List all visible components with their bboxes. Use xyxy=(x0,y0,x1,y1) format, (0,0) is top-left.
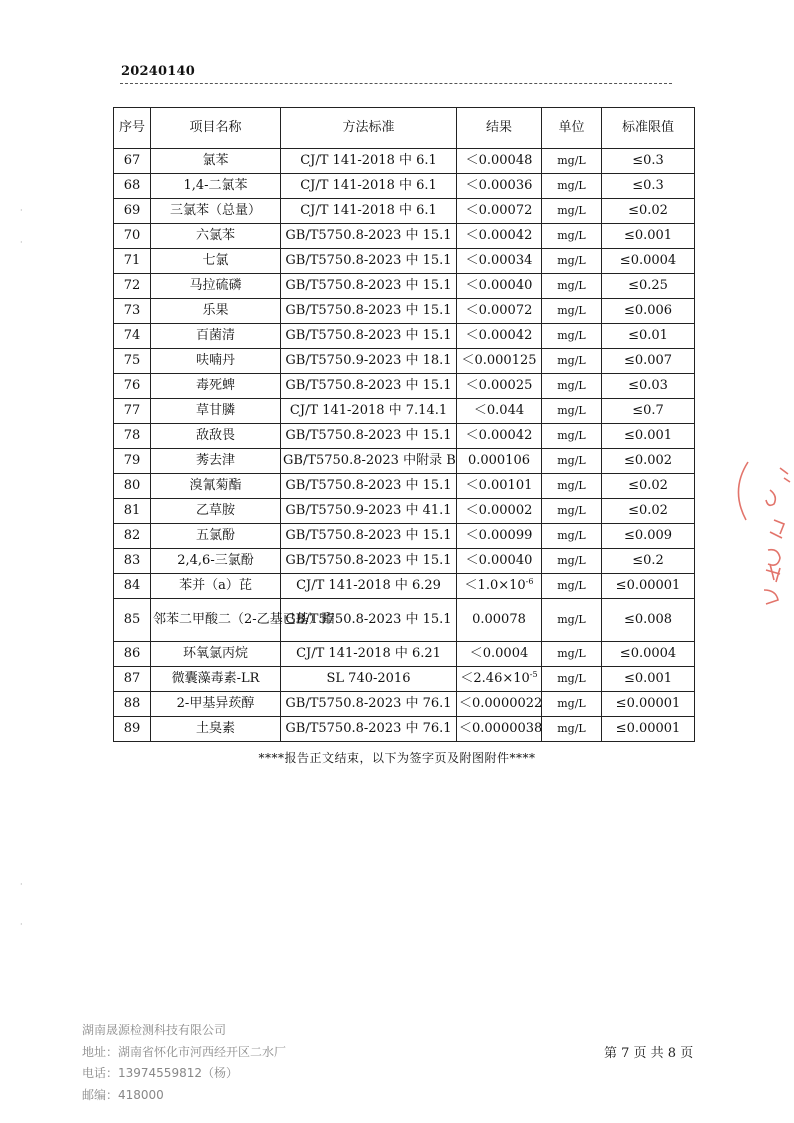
cell-seq: 84 xyxy=(114,574,151,599)
cell-seq: 74 xyxy=(114,324,151,349)
cell-seq: 88 xyxy=(114,692,151,717)
header-unit: 单位 xyxy=(542,108,602,149)
cell-unit: mg/L xyxy=(542,499,602,524)
cell-limit: ≤0.0004 xyxy=(602,642,695,667)
table-row xyxy=(114,374,695,399)
cell-item-name: 五氯酚 xyxy=(151,524,281,549)
cell-result: ＜0.00042 xyxy=(457,324,542,349)
cell-method: CJ/T 141-2018 中 6.29 xyxy=(281,574,457,599)
cell-item-name: 莠去津 xyxy=(151,449,281,474)
company-postcode: 邮编：418000 xyxy=(82,1087,164,1102)
cell-seq: 77 xyxy=(114,399,151,424)
cell-item-name: 呋喃丹 xyxy=(151,349,281,374)
margin-mark: · xyxy=(20,920,23,929)
cell-method: CJ/T 141-2018 中 7.14.1 xyxy=(281,399,457,424)
cell-method: GB/T5750.8-2023 中 15.1 xyxy=(281,599,457,642)
cell-result: ＜0.0000022 xyxy=(457,692,542,717)
company-phone: 电话：13974559812（杨） xyxy=(82,1066,238,1080)
table-row xyxy=(114,449,695,474)
cell-method: GB/T5750.8-2023 中 15.1 xyxy=(281,374,457,399)
cell-result: ＜0.00042 xyxy=(457,424,542,449)
cell-unit: mg/L xyxy=(542,174,602,199)
cell-result: ＜0.00040 xyxy=(457,274,542,299)
table-row xyxy=(114,642,695,667)
table-row xyxy=(114,599,695,642)
cell-seq: 86 xyxy=(114,642,151,667)
cell-unit: mg/L xyxy=(542,667,602,692)
cell-result: ＜0.00025 xyxy=(457,374,542,399)
table-row xyxy=(114,692,695,717)
table-row xyxy=(114,174,695,199)
cell-seq: 85 xyxy=(114,599,151,642)
cell-method: GB/T5750.8-2023 中 15.1 xyxy=(281,299,457,324)
cell-limit: ≤0.02 xyxy=(602,199,695,224)
company-address: 地址：湖南省怀化市河西经开区二水厂 xyxy=(82,1044,287,1059)
table-row xyxy=(114,424,695,449)
cell-unit: mg/L xyxy=(542,424,602,449)
cell-unit: mg/L xyxy=(542,349,602,374)
cell-unit: mg/L xyxy=(542,692,602,717)
cell-item-name: 微囊藻毒素-LR xyxy=(151,667,281,692)
cell-item-name: 1,4-二氯苯 xyxy=(151,174,281,199)
cell-limit: ≤0.001 xyxy=(602,224,695,249)
cell-unit: mg/L xyxy=(542,299,602,324)
cell-item-name: 土臭素 xyxy=(151,717,281,742)
cell-method: GB/T5750.8-2023 中 76.1 xyxy=(281,692,457,717)
table-row xyxy=(114,667,695,692)
cell-method: GB/T5750.8-2023 中 76.1 xyxy=(281,717,457,742)
cell-seq: 67 xyxy=(114,149,151,174)
cell-seq: 75 xyxy=(114,349,151,374)
cell-method: GB/T5750.8-2023 中 15.1 xyxy=(281,474,457,499)
cell-limit: ≤0.00001 xyxy=(602,574,695,599)
cell-seq: 89 xyxy=(114,717,151,742)
cell-unit: mg/L xyxy=(542,717,602,742)
cell-limit: ≤0.002 xyxy=(602,449,695,474)
cell-seq: 79 xyxy=(114,449,151,474)
cell-seq: 78 xyxy=(114,424,151,449)
cell-seq: 71 xyxy=(114,249,151,274)
cell-unit: mg/L xyxy=(542,149,602,174)
cell-unit: mg/L xyxy=(542,324,602,349)
margin-mark: · xyxy=(20,880,23,889)
table-row xyxy=(114,524,695,549)
report-number: 20240140 xyxy=(121,64,195,79)
cell-limit: ≤0.0004 xyxy=(602,249,695,274)
cell-limit: ≤0.006 xyxy=(602,299,695,324)
table-row xyxy=(114,499,695,524)
cell-method: CJ/T 141-2018 中 6.1 xyxy=(281,199,457,224)
cell-item-name: 六氯苯 xyxy=(151,224,281,249)
cell-item-name: 溴氰菊酯 xyxy=(151,474,281,499)
cell-limit: ≤0.001 xyxy=(602,667,695,692)
table-row xyxy=(114,549,695,574)
cell-result: ＜0.00036 xyxy=(457,174,542,199)
cell-result: ＜0.00042 xyxy=(457,224,542,249)
header-divider xyxy=(120,83,672,84)
cell-item-name: 氯苯 xyxy=(151,149,281,174)
cell-unit: mg/L xyxy=(542,449,602,474)
table-row xyxy=(114,299,695,324)
cell-result xyxy=(457,574,542,599)
cell-result: ＜0.00040 xyxy=(457,549,542,574)
result-value: ＜1.0×10 xyxy=(464,578,526,593)
cell-limit: ≤0.25 xyxy=(602,274,695,299)
header-limit: 标准限值 xyxy=(602,108,695,149)
table-row xyxy=(114,274,695,299)
cell-unit: mg/L xyxy=(542,524,602,549)
cell-result: ＜0.00002 xyxy=(457,499,542,524)
cell-item-name: 毒死蜱 xyxy=(151,374,281,399)
table-row xyxy=(114,249,695,274)
cell-method: GB/T5750.8-2023 中 15.1 xyxy=(281,224,457,249)
cell-seq: 80 xyxy=(114,474,151,499)
table-header-row xyxy=(114,108,695,149)
cell-limit: ≤0.00001 xyxy=(602,717,695,742)
cell-limit: ≤0.007 xyxy=(602,349,695,374)
cell-limit: ≤0.00001 xyxy=(602,692,695,717)
cell-unit: mg/L xyxy=(542,574,602,599)
header-result: 结果 xyxy=(457,108,542,149)
cell-limit: ≤0.7 xyxy=(602,399,695,424)
cell-unit: mg/L xyxy=(542,249,602,274)
cell-unit: mg/L xyxy=(542,599,602,642)
cell-unit: mg/L xyxy=(542,224,602,249)
cell-limit: ≤0.03 xyxy=(602,374,695,399)
cell-item-name: 七氯 xyxy=(151,249,281,274)
end-note: ****报告正文结束，以下为签字页及附图附件**** xyxy=(258,751,536,765)
table-body xyxy=(114,149,695,742)
cell-result: ＜0.00072 xyxy=(457,199,542,224)
cell-result: ＜0.00101 xyxy=(457,474,542,499)
cell-item-name: 三氯苯（总量） xyxy=(151,199,281,224)
margin-mark: · xyxy=(20,238,23,247)
cell-method: GB/T5750.8-2023 中附录 B xyxy=(281,449,457,474)
cell-method: GB/T5750.8-2023 中 15.1 xyxy=(281,424,457,449)
cell-seq: 87 xyxy=(114,667,151,692)
table-row xyxy=(114,199,695,224)
cell-method: SL 740-2016 xyxy=(281,667,457,692)
cell-item-name: 乐果 xyxy=(151,299,281,324)
cell-limit: ≤0.3 xyxy=(602,174,695,199)
table-row xyxy=(114,349,695,374)
cell-seq: 72 xyxy=(114,274,151,299)
cell-unit: mg/L xyxy=(542,474,602,499)
page-number: 第 7 页 共 8 页 xyxy=(604,1046,694,1061)
cell-item-name: 2-甲基异莰醇 xyxy=(151,692,281,717)
table-row xyxy=(114,224,695,249)
result-exponent: -6 xyxy=(525,577,534,586)
cell-limit: ≤0.02 xyxy=(602,499,695,524)
cell-limit: ≤0.3 xyxy=(602,149,695,174)
result-value: ＜2.46×10 xyxy=(460,671,530,686)
cell-result: 0.00078 xyxy=(457,599,542,642)
cell-method: CJ/T 141-2018 中 6.1 xyxy=(281,174,457,199)
cell-seq: 81 xyxy=(114,499,151,524)
cell-unit: mg/L xyxy=(542,199,602,224)
margin-mark: · xyxy=(20,206,23,215)
cell-method: GB/T5750.9-2023 中 18.1 xyxy=(281,349,457,374)
cell-limit: ≤0.008 xyxy=(602,599,695,642)
cell-method: CJ/T 141-2018 中 6.21 xyxy=(281,642,457,667)
table-row xyxy=(114,574,695,599)
cell-method: CJ/T 141-2018 中 6.1 xyxy=(281,149,457,174)
table-row xyxy=(114,149,695,174)
cell-item-name: 苯并（a）芘 xyxy=(151,574,281,599)
result-exponent: -5 xyxy=(529,670,538,679)
cell-seq: 69 xyxy=(114,199,151,224)
header-seq: 序号 xyxy=(114,108,151,149)
cell-method: GB/T5750.8-2023 中 15.1 xyxy=(281,249,457,274)
cell-seq: 70 xyxy=(114,224,151,249)
cell-limit: ≤0.001 xyxy=(602,424,695,449)
cell-limit: ≤0.02 xyxy=(602,474,695,499)
cell-result: ＜0.000125 xyxy=(457,349,542,374)
cell-seq: 76 xyxy=(114,374,151,399)
cell-result: ＜0.00072 xyxy=(457,299,542,324)
cell-seq: 83 xyxy=(114,549,151,574)
seal-stamp xyxy=(740,460,794,630)
cell-seq: 73 xyxy=(114,299,151,324)
cell-method: GB/T5750.8-2023 中 15.1 xyxy=(281,524,457,549)
table-row xyxy=(114,474,695,499)
header-item-name: 项目名称 xyxy=(151,108,281,149)
cell-item-name: 环氧氯丙烷 xyxy=(151,642,281,667)
cell-item-name: 乙草胺 xyxy=(151,499,281,524)
company-name: 湖南晟源检测科技有限公司 xyxy=(82,1023,227,1037)
cell-unit: mg/L xyxy=(542,274,602,299)
table-row xyxy=(114,399,695,424)
table-row xyxy=(114,324,695,349)
cell-item-name: 草甘膦 xyxy=(151,399,281,424)
cell-item-name: 2,4,6-三氯酚 xyxy=(151,549,281,574)
cell-result: ＜0.00034 xyxy=(457,249,542,274)
cell-unit: mg/L xyxy=(542,374,602,399)
table-row xyxy=(114,717,695,742)
cell-item-name: 敌敌畏 xyxy=(151,424,281,449)
cell-unit: mg/L xyxy=(542,549,602,574)
cell-result: ＜0.00048 xyxy=(457,149,542,174)
cell-limit: ≤0.2 xyxy=(602,549,695,574)
company-footer xyxy=(82,1020,286,1106)
cell-result: ＜0.0000038 xyxy=(457,717,542,742)
cell-method: GB/T5750.9-2023 中 41.1 xyxy=(281,499,457,524)
cell-seq: 82 xyxy=(114,524,151,549)
header-method: 方法标准 xyxy=(281,108,457,149)
cell-result: ＜0.044 xyxy=(457,399,542,424)
cell-limit: ≤0.009 xyxy=(602,524,695,549)
cell-item-name: 马拉硫磷 xyxy=(151,274,281,299)
cell-method: GB/T5750.8-2023 中 15.1 xyxy=(281,324,457,349)
cell-result: ＜0.00099 xyxy=(457,524,542,549)
cell-result: 0.000106 xyxy=(457,449,542,474)
cell-unit: mg/L xyxy=(542,642,602,667)
cell-item-name: 百菌清 xyxy=(151,324,281,349)
cell-item-name: 邻苯二甲酸二（2-乙基已基）酯 xyxy=(151,599,281,642)
cell-method: GB/T5750.8-2023 中 15.1 xyxy=(281,274,457,299)
cell-method: GB/T5750.8-2023 中 15.1 xyxy=(281,549,457,574)
cell-unit: mg/L xyxy=(542,399,602,424)
cell-seq: 68 xyxy=(114,174,151,199)
cell-limit: ≤0.01 xyxy=(602,324,695,349)
cell-result xyxy=(457,667,542,692)
results-table xyxy=(113,107,695,742)
cell-result: ＜0.0004 xyxy=(457,642,542,667)
